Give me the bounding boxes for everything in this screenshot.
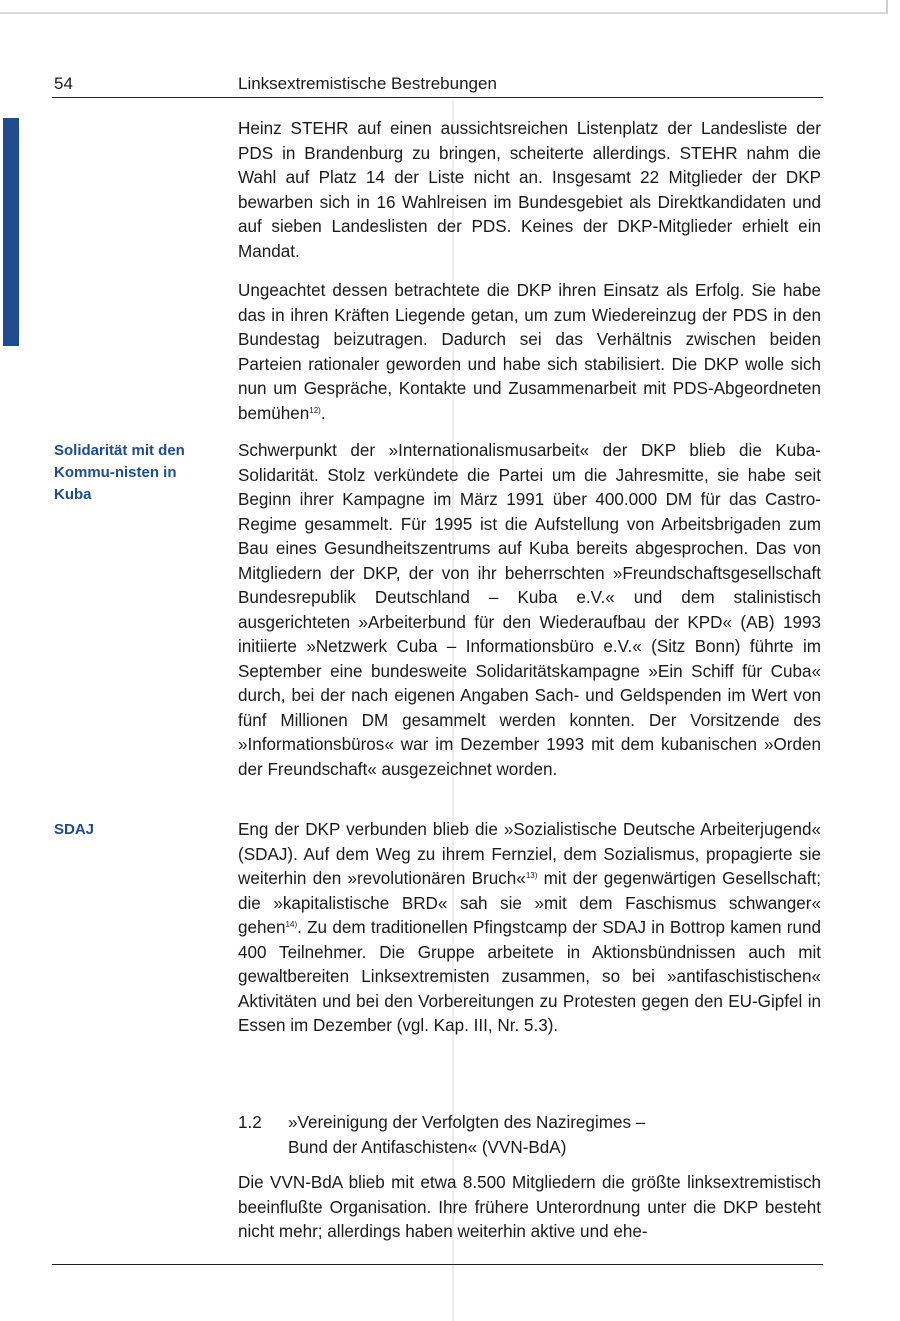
footnote-ref-13: 13) [525, 871, 538, 880]
paragraph-2-body: Ungeachtet dessen betrachtete die DKP ihren Einsatz als Erfolg. Sie habe das in ihren Kräften Liegende getan, um zum Wiedereinzug der PDS in den Bundestag beizutragen. Dadurch sei das Verhältnis zwischen beiden Parteien rationaler geworden und habe sich stabilisiert. Die DKP wolle sich nun um Gespräche, Kontakte und Zusammenarbeit mit PDS-Abgeordneten bemühen [238, 281, 821, 423]
footnote-ref-12: 12) [309, 405, 321, 415]
running-title: Linksextremistische Bestrebungen [238, 74, 497, 93]
paragraph-4-part-a: Eng der DKP verbunden blieb die »Sozialistische Deutsche Arbeiterjugend« (SDAJ). Auf dem Weg zu ihrem Fernziel, dem Sozialismus, propagierte sie weiterhin den »revolutionären Bruch« [238, 820, 821, 888]
paragraph-4-part-b: mit der gegenwärtigen Gesellschaft; die »kapitalistische BRD« sah sie »mit dem Faschismus schwanger« gehen [238, 869, 821, 937]
paragraph-4 [238, 818, 821, 1039]
paragraph-5 [238, 1171, 821, 1245]
paragraph-2-text [238, 279, 821, 426]
paragraph-2 [238, 279, 821, 426]
paragraph-1 [238, 117, 821, 264]
section-number: 1.2 [238, 1113, 262, 1132]
margin-note-sdaj: SDAJ [54, 821, 95, 838]
header-rule [52, 97, 823, 98]
corner-mark [886, 0, 888, 14]
section-title-line-1: »Vereinigung der Verfolgten des Naziregimes – [288, 1113, 646, 1132]
paragraph-4-part-c: . Zu dem traditionellen Pfingstcamp der SDAJ in Bottrop kamen rund 400 Teilnehmer. Die Gruppe arbeitete in Aktionsbündnissen auch mit gewaltbereiten Linksextremisten zusammen, so bei »antifaschistischen« Aktivitäten und bei den Vorbereitungen zu Protesten gegen den EU-Gipfel in Essen im Dezember (vgl. Kap. III, Nr. 5.3). [238, 918, 821, 1035]
section-heading [238, 1111, 821, 1160]
paragraph-3 [238, 439, 821, 782]
margin-note-kuba: Solidarität mit den Kommu-nisten in Kuba [54, 442, 185, 503]
footnote-ref-14: 14) [285, 920, 298, 929]
chapter-marker-bar [3, 118, 19, 346]
paragraph-1-text: Heinz STEHR auf einen aussichtsreichen Listenplatz der Landesliste der PDS in Brandenburg zu bringen, scheiterte allerdings. STEHR nahm die Wahl auf Platz 14 der Liste nicht an. Insgesamt 22 Mitglieder der DKP bewarben sich in 16 Wahlreisen im Bundesgebiet als Direktkandidaten und auf sieben Landeslisten der PDS. Keines der DKP-Mitglieder erhielt ein Mandat. [238, 119, 821, 261]
paragraph-3-text: Schwerpunkt der »Internationalismusarbeit« der DKP blieb die Kuba-Solidarität. Stolz verkündete die Partei um die Jahresmitte, sie habe seit Beginn ihrer Kampagne im März 1991 über 400.000 DM für das Castro-Regime gesammelt. Für 1995 ist die Aufstellung von Arbeitsbrigaden zum Bau eines Gesundheitszentrums auf Kuba bereits abgesprochen. Das von Mitgliedern der DKP, der von ihr beherrschten »Freundschaftsgesellschaft Bundesrepublik Deutschland – Kuba e.V.« und dem stalinistisch ausgerichteten »Arbeiterbund für den Wiederaufbau der KPD« (AB) 1993 initiierte »Netzwerk Cuba – Informationsbüro e.V.« (Sitz Bonn) führte im September eine bundesweite Solidaritätskampagne »Ein Schiff für Cuba« durch, bei der nach eigenen Angaben Sach- und Geldspenden im Wert von fünf Millionen DM gesammelt werden konnten. Der Vorsitzende des »Informationsbüros« war im Dezember 1993 mit dem kubanischen »Orden der Freundschaft« ausgezeichnet worden. [238, 441, 821, 779]
section-title-line-2: Bund der Antifaschisten« (VVN-BdA) [288, 1137, 567, 1157]
paragraph-4-text [238, 818, 821, 1039]
footer-rule [52, 1264, 823, 1265]
page-number: 54 [54, 74, 73, 93]
top-edge-rule [0, 12, 888, 14]
paragraph-5-text: Die VVN-BdA blieb mit etwa 8.500 Mitgliedern die größte linksextremistisch beeinflußte Organisation. Ihre frühere Unterordnung unter die DKP besteht nicht mehr; allerdings haben weiterhin aktive und ehe- [238, 1173, 821, 1241]
paragraph-2-end: . [320, 403, 326, 423]
